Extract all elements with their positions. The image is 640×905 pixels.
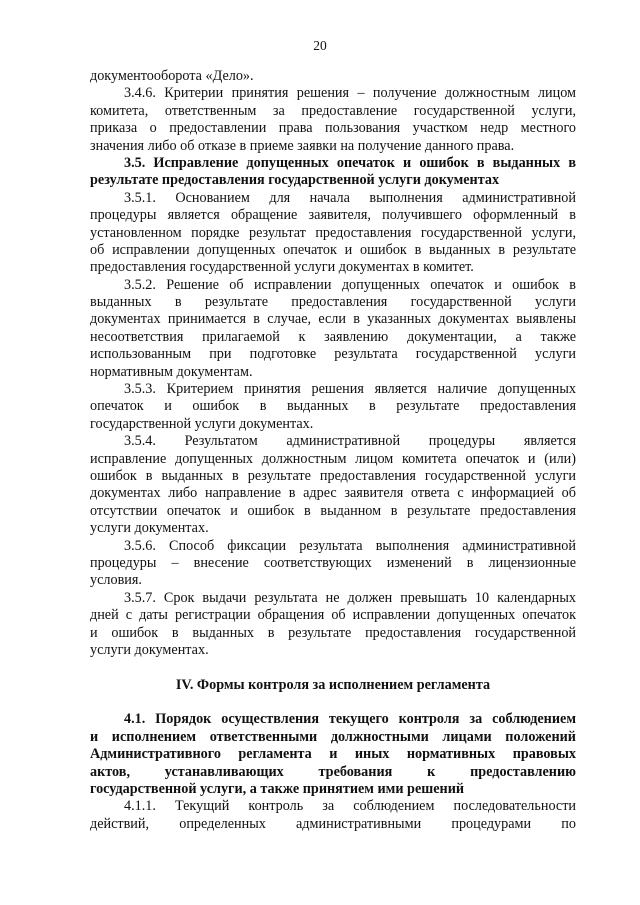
document-body — [90, 68, 576, 833]
text-line: опечаток и ошибок в выданных в результате предоставления — [90, 398, 576, 415]
text-line: исправление допущенных должностным лицом комитета опечаток и (или) — [90, 450, 576, 467]
blank-line — [90, 694, 576, 711]
text-line: об исправлении допущенных опечаток и ошибок в выданных в результате — [90, 241, 576, 258]
text-line: государственной услуги документах. — [90, 415, 314, 432]
blank-line — [90, 659, 576, 676]
text-line: документах принимается в случае, если в указанных документах выявлены — [90, 311, 576, 328]
text-line: 3.5.1. Основанием для начала выполнения административной — [124, 189, 576, 206]
text-line: 3.5.7. Срок выдачи результата не должен превышать 10 календарных — [124, 589, 576, 606]
subsection-heading-line: 4.1. Порядок осуществления текущего контроля за соблюдением — [124, 711, 576, 728]
text-line: услуги документах. — [90, 641, 209, 658]
text-line: 3.5.3. Критерием принятия решения является наличие допущенных — [124, 381, 576, 398]
text-line: действий, определенных административными процедурами по — [90, 815, 576, 832]
text-line: 3.5.2. Решение об исправлении допущенных опечаток и ошибок в — [124, 276, 576, 293]
text-line: 3.5.4. Результатом административной процедуры является — [124, 433, 576, 450]
text-line: 3.4.6. Критерии принятия решения – получение должностным лицом — [124, 85, 576, 102]
text-line: предоставления государственной услуги документах в комитет. — [90, 259, 474, 276]
text-line: процедуры – внесение соответствующих изменений в лицензионные — [90, 554, 576, 571]
text-line: значения либо об отказе в приеме заявки на получение данного права. — [90, 137, 515, 154]
text-line: услуги документах. — [90, 520, 209, 537]
text-line: использованным при подготовке результата государственной услуги — [90, 346, 576, 363]
text-line: 3.5.6. Способ фиксации результата выполнения административной — [124, 537, 576, 554]
subsection-heading-line: результате предоставления государственной услуги документах — [90, 172, 500, 189]
subsection-heading-line: 3.5. Исправление допущенных опечаток и ошибок в выданных в — [124, 154, 576, 171]
section-heading: IV. Формы контроля за исполнением регламента — [175, 676, 491, 693]
subsection-heading-line: и исполнением ответственными должностными лицами положений — [90, 728, 576, 745]
subsection-heading-line: Административного регламента и иных нормативных правовых — [90, 746, 576, 763]
text-line: документах либо направление в адрес заявителя ответа с информацией об — [90, 485, 576, 502]
text-line: и ошибок в выданных в результате предоставления государственной — [90, 624, 576, 641]
subsection-heading-line: актов, устанавливающих требования к предоставлению — [90, 763, 576, 780]
text-line: отсутствии опечаток и ошибок в выданном в результате предоставления — [90, 502, 576, 519]
text-line: нормативным документам. — [90, 363, 253, 380]
subsection-heading-line: государственной услуги, а также принятием ими решений — [90, 781, 465, 798]
page-number: 20 — [313, 38, 327, 53]
text-line: несоответствия прилагаемой к заявлению документации, а также — [90, 328, 576, 345]
text-line: выданных в результате предоставления государственной услуги — [90, 294, 576, 311]
text-line: комитета, ответственным за предоставление государственной услуги, — [90, 102, 576, 119]
text-line: процедуры является обращение заявителя, получившего оформленный в — [90, 207, 576, 224]
text-line: установленном порядке результат предоставления государственной услуги, — [90, 224, 576, 241]
text-line: ошибок в выданных в результате предоставления государственной услуги — [90, 467, 576, 484]
text-line: приказа о предоставлении права пользования участком недр местного — [90, 120, 576, 137]
text-line: условия. — [90, 572, 142, 589]
text-line: 4.1.1. Текущий контроль за соблюдением последовательности — [124, 798, 576, 815]
text-line: дней с даты регистрации обращения об исправлении допущенных опечаток — [90, 607, 576, 624]
text-line: документооборота «Дело». — [90, 68, 254, 84]
